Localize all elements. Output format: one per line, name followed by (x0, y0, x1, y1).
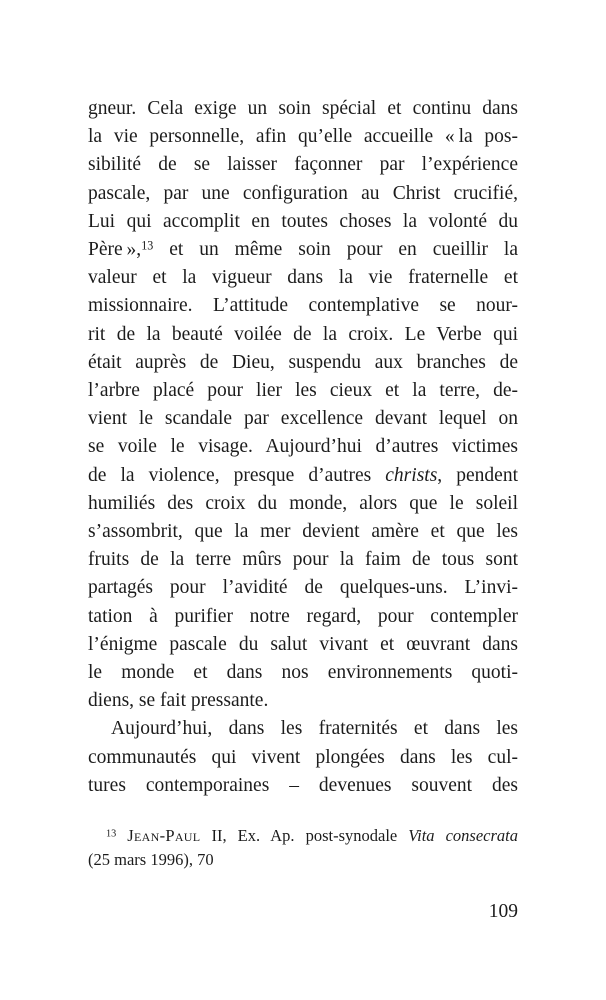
text-line (88, 574, 518, 602)
text-segment: était auprès de Dieu, suspendu aux branches de (88, 351, 518, 373)
footnote-marker: 13 (106, 828, 117, 840)
text-segment: diens, se fait pressante. (88, 690, 269, 712)
text-segment: rit de la beauté voilée de la croix. Le Verbe qui (88, 323, 518, 345)
text-segment: communautés qui vivent plongées dans les cul- (88, 746, 518, 768)
text-segment: s’assombrit, que la mer devient amère et que les (88, 521, 518, 543)
text-line (88, 744, 518, 772)
text-line (88, 180, 518, 208)
footnote (88, 824, 518, 872)
italic-text: christs (385, 464, 438, 486)
text-segment: tation à purifier notre regard, pour contempler (88, 605, 518, 627)
paragraph (88, 715, 518, 800)
text-segment: valeur et la vigueur dans la vie fraternelle et (88, 267, 518, 289)
text-segment: Père », (88, 239, 142, 261)
text-segment: le monde et dans nos environnements quoti- (88, 662, 518, 684)
text-segment: fruits de la terre mûrs pour la faim de tous sont (88, 549, 518, 571)
text-line (88, 264, 518, 292)
text-line (88, 603, 518, 631)
text-line (88, 462, 518, 490)
text-line (88, 490, 518, 518)
page-number: 109 (488, 901, 518, 922)
text-line (88, 123, 518, 151)
text-segment: pascale, par une configuration au Christ crucifié, (88, 182, 518, 204)
text-line (88, 546, 518, 574)
text-segment: l’arbre placé pour lier les cieux et la terre, de- (88, 380, 518, 402)
text-segment: et un même soin pour en cueillir la (153, 239, 518, 261)
paragraph (88, 95, 518, 715)
text-segment: (25 mars 1996), 70 (88, 850, 214, 869)
text-line (88, 151, 518, 179)
text-segment: vient le scandale par excellence devant lequel on (88, 408, 518, 430)
text-line (88, 95, 518, 123)
text-line (88, 772, 518, 800)
text-segment: sibilité de se laisser façonner par l’expérience (88, 154, 518, 176)
text-line (88, 377, 518, 405)
text-segment: Lui qui accomplit en toutes choses la volonté du (88, 210, 518, 232)
text-line (88, 715, 518, 743)
text-line (88, 292, 518, 320)
text-line (88, 518, 518, 546)
text-line (88, 659, 518, 687)
text-line (88, 349, 518, 377)
text-line (88, 687, 518, 715)
text-segment: missionnaire. L’attitude contemplative se nour- (88, 295, 518, 317)
text-line (88, 631, 518, 659)
text-line (88, 433, 518, 461)
text-segment (116, 826, 127, 845)
text-line (88, 824, 518, 848)
text-segment: Aujourd’hui, dans les fraternités et dans les (111, 718, 518, 740)
text-segment: partagés pour l’avidité de quelques-uns. L’invi- (88, 577, 518, 599)
text-segment: l’énigme pascale du salut vivant et œuvrant dans (88, 633, 518, 655)
text-segment: tures contemporaines – devenues souvent des (88, 774, 518, 796)
text-segment: II, Ex. Ap. post-synodale (200, 826, 409, 845)
italic-text: Vita consecrata (408, 826, 519, 845)
text-line (88, 321, 518, 349)
text-segment: gneur. Cela exige un soin spécial et continu dans (88, 98, 518, 119)
text-segment: se voile le visage. Aujourd’hui d’autres victimes (88, 436, 518, 458)
text-line (88, 236, 518, 264)
small-caps-text: Jean-Paul (127, 826, 201, 845)
text-line (88, 208, 518, 236)
text-line (88, 848, 518, 872)
text-segment: , pendent (437, 464, 518, 486)
text-segment: la vie personnelle, afin qu’elle accueille « la pos- (88, 126, 518, 148)
text-line (88, 405, 518, 433)
footnote-marker: 13 (141, 238, 154, 253)
text-segment: humiliés des croix du monde, alors que le soleil (88, 492, 518, 514)
text-segment: de la violence, presque d’autres (88, 464, 386, 486)
body-text (88, 95, 518, 800)
